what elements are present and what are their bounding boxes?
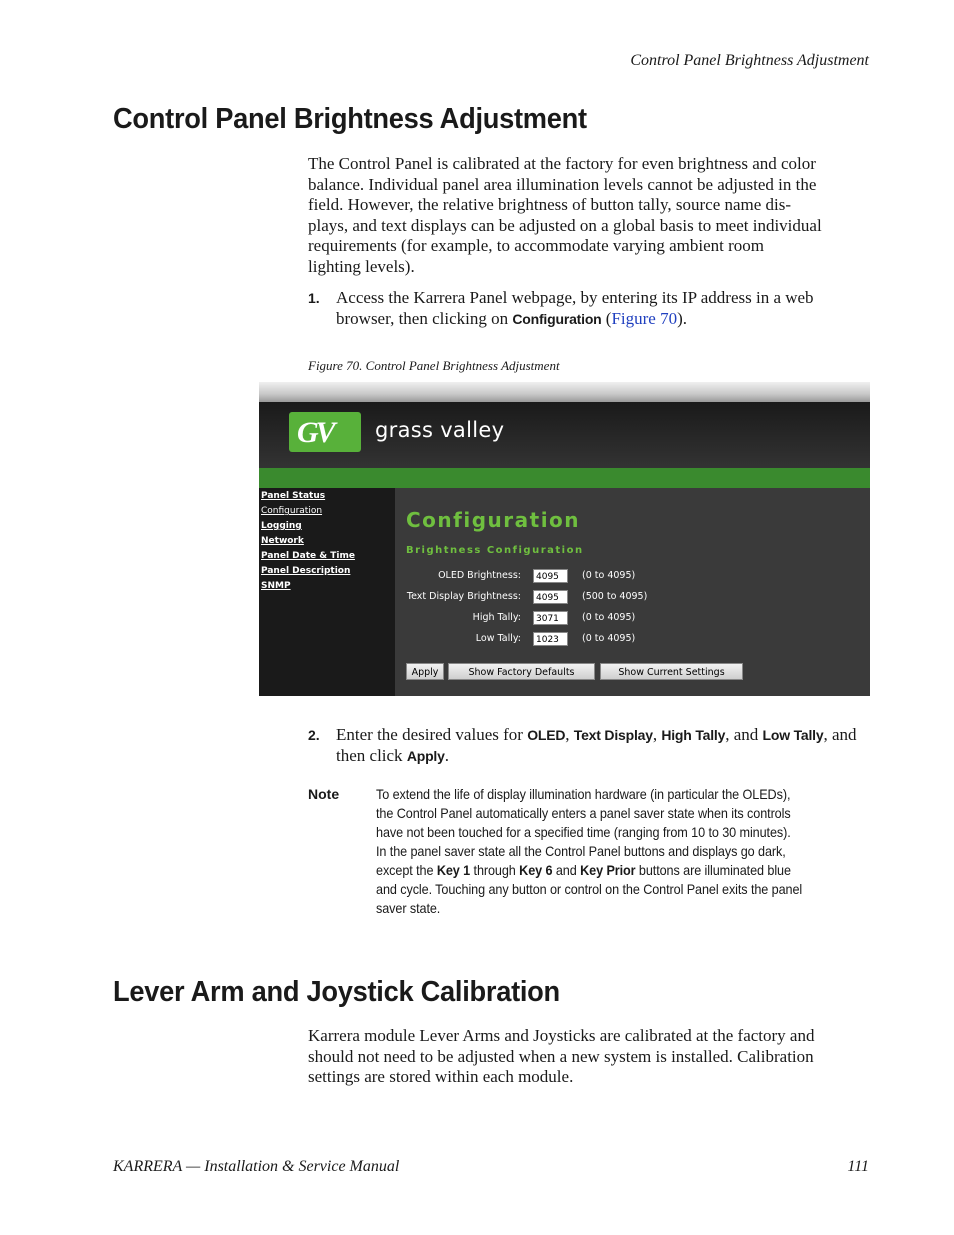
step-2-text-part: , bbox=[565, 725, 574, 744]
apply-button[interactable]: Apply bbox=[406, 663, 444, 680]
config-subtitle: Brightness Configuration bbox=[406, 545, 584, 556]
calibration-line: settings are stored within each module. bbox=[308, 1067, 574, 1086]
step-2-text bbox=[336, 725, 856, 766]
running-head: Control Panel Brightness Adjustment bbox=[630, 52, 869, 69]
low-tally-term: Low Tally bbox=[762, 727, 824, 743]
footer-title: KARRERA — Installation & Service Manual bbox=[113, 1158, 400, 1175]
note-text bbox=[376, 785, 860, 918]
key-prior-term: Key Prior bbox=[580, 863, 636, 878]
section-heading-brightness: Control Panel Brightness Adjustment bbox=[113, 103, 587, 135]
note-line: saver state. bbox=[376, 901, 441, 916]
text-display-brightness-input[interactable]: 4095 bbox=[533, 590, 568, 604]
note-line: To extend the life of display illumination hardware (in particular the OLEDs), bbox=[376, 787, 791, 802]
step-2-line-2 bbox=[336, 746, 856, 767]
apply-term: Apply bbox=[406, 747, 445, 764]
show-factory-defaults-button[interactable]: Show Factory Defaults bbox=[448, 663, 595, 680]
step-2-text-part: , and bbox=[725, 725, 763, 744]
figure-70-link[interactable]: Figure 70 bbox=[611, 308, 678, 328]
calibration-line: should not need to be adjusted when a new system is installed. Calibration bbox=[308, 1046, 814, 1066]
nav-link-configuration[interactable]: Configuration bbox=[261, 506, 323, 516]
low-tally-range: (0 to 4095) bbox=[582, 633, 636, 644]
high-tally-input[interactable]: 3071 bbox=[533, 611, 568, 625]
high-tally-range: (0 to 4095) bbox=[582, 612, 636, 623]
intro-line: requirements (for example, to accommodate varying ambient room bbox=[308, 236, 765, 255]
low-tally-input[interactable]: 1023 bbox=[533, 632, 568, 646]
step-1-text-part: browser, then clicking on bbox=[336, 308, 513, 328]
section-heading-calibration: Lever Arm and Joystick Calibration bbox=[113, 976, 560, 1008]
step-1-text bbox=[336, 288, 814, 329]
note-line bbox=[376, 861, 860, 880]
text-display-brightness-range: (500 to 4095) bbox=[582, 591, 648, 602]
figure-70-screenshot bbox=[259, 382, 870, 696]
note-line: have not been touched for a specified time (ranging from 10 to 30 minutes). bbox=[376, 825, 791, 840]
step-2-text-part: Enter the desired values for bbox=[336, 725, 528, 744]
nav-link-network[interactable]: Network bbox=[261, 536, 304, 546]
nav-link-panel-status[interactable]: Panel Status bbox=[261, 491, 326, 501]
intro-line: field. However, the relative brightness of button tally, source name dis- bbox=[308, 195, 792, 214]
gv-logo-icon bbox=[289, 412, 361, 452]
intro-line: plays, and text displays can be adjusted on a global basis to meet individual bbox=[308, 215, 822, 235]
high-tally-term: High Tally bbox=[661, 727, 726, 743]
nav-link-logging[interactable]: Logging bbox=[261, 521, 302, 531]
intro-line: balance. Individual panel area illumination levels cannot be adjusted in the bbox=[308, 174, 817, 194]
step-number-1: 1. bbox=[308, 290, 320, 306]
browser-chrome-bar bbox=[259, 382, 870, 402]
step-1-line-1: Access the Karrera Panel webpage, by entering its IP address in a web bbox=[336, 288, 814, 307]
text-display-term: Text Display bbox=[573, 727, 653, 743]
oled-term: OLED bbox=[527, 727, 566, 743]
calibration-paragraph bbox=[308, 1026, 814, 1088]
step-2-text-part: then click bbox=[336, 745, 407, 765]
step-2-text-part: , bbox=[652, 725, 662, 744]
nav-link-panel-description[interactable]: Panel Description bbox=[261, 566, 351, 576]
oled-brightness-input[interactable]: 4095 bbox=[533, 569, 568, 583]
text-display-brightness-label: Text Display Brightness: bbox=[406, 591, 521, 602]
step-number-2: 2. bbox=[308, 727, 320, 743]
note-label: Note bbox=[308, 786, 340, 802]
config-main-panel bbox=[395, 488, 870, 696]
step-2-line-1 bbox=[336, 725, 856, 746]
brand-name: grass valley bbox=[375, 418, 505, 442]
configuration-term: Configuration bbox=[512, 310, 602, 327]
logo-letters: GV bbox=[297, 416, 333, 449]
step-1-text-part: ( bbox=[601, 308, 612, 328]
note-line: the Control Panel automatically enters a panel saver state when its controls bbox=[376, 806, 791, 821]
note-line: and cycle. Touching any button or control on the Control Panel exits the panel bbox=[376, 882, 803, 897]
nav-link-panel-date-time[interactable]: Panel Date & Time bbox=[261, 551, 355, 561]
low-tally-label: Low Tally: bbox=[475, 633, 521, 644]
note-text-part: and bbox=[552, 863, 581, 878]
oled-brightness-range: (0 to 4095) bbox=[582, 570, 636, 581]
note-line: In the panel saver state all the Control Panel buttons and displays go dark, bbox=[376, 844, 786, 859]
key-1-term: Key 1 bbox=[436, 863, 471, 878]
note-text-part: buttons are illuminated blue bbox=[635, 863, 791, 878]
oled-brightness-label: OLED Brightness: bbox=[438, 570, 521, 581]
note-text-part: through bbox=[470, 863, 520, 878]
intro-paragraph bbox=[308, 154, 822, 277]
show-current-settings-button[interactable]: Show Current Settings bbox=[600, 663, 743, 680]
key-6-term: Key 6 bbox=[519, 863, 553, 878]
green-stripe bbox=[259, 468, 870, 488]
figure-caption: Figure 70. Control Panel Brightness Adjustment bbox=[308, 358, 560, 373]
step-1-line-2 bbox=[336, 309, 814, 330]
config-sidebar bbox=[259, 488, 395, 696]
step-1-text-part: ). bbox=[677, 308, 688, 328]
nav-link-snmp[interactable]: SNMP bbox=[261, 581, 291, 591]
intro-line: The Control Panel is calibrated at the factory for even brightness and color bbox=[308, 154, 816, 173]
intro-line: lighting levels). bbox=[308, 256, 415, 276]
calibration-line: Karrera module Lever Arms and Joysticks are calibrated at the factory and bbox=[308, 1026, 815, 1045]
step-2-text-part: , and bbox=[823, 725, 857, 744]
step-2-text-part: . bbox=[444, 745, 449, 765]
config-title: Configuration bbox=[406, 508, 581, 532]
page-number: 111 bbox=[847, 1158, 869, 1175]
high-tally-label: High Tally: bbox=[472, 612, 521, 623]
note-text-part: except the bbox=[376, 863, 437, 878]
